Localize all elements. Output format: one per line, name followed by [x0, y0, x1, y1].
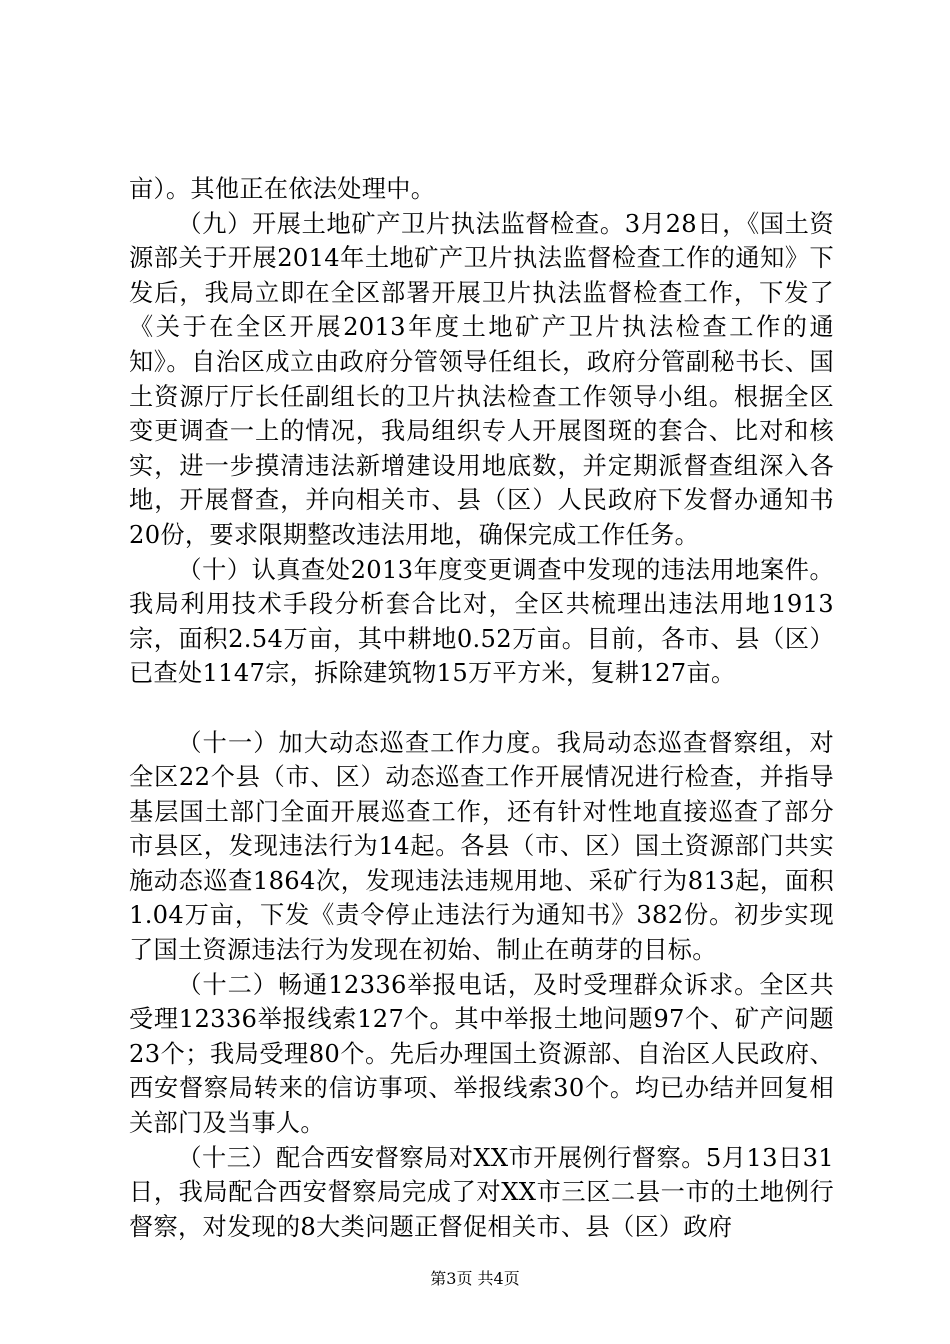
page-number-footer: 第3页 共4页: [430, 1269, 520, 1288]
paragraph-gap: [129, 691, 834, 726]
paragraph-section-10: （十）认真查处2013年度变更调查中发现的违法用地案件。我局利用技术手段分析套合比对，全区共梳理出违法用地1913宗，面积2.54万亩，其中耕地0.52万亩。目前，各市、县（区）已查处1147宗，拆除建筑物15万平方米，复耕127亩。: [129, 555, 834, 688]
paragraph-section-12: （十二）畅通12336举报电话，及时受理群众诉求。全区共受理12336举报线索127个。其中举报土地问题97个、矿产问题23个；我局受理80个。先后办理国土资源部、自治区人民政府、西安督察局转来的信访事项、举报线索30个。均已办结并回复相关部门及当事人。: [129, 970, 834, 1138]
paragraph-section-9: （九）开展土地矿产卫片执法监督检查。3月28日，《国土资源部关于开展2014年土地矿产卫片执法监督检查工作的通知》下发后，我局立即在全区部署开展卫片执法监督检查工作，下发了《关于在全区开展2013年度土地矿产卫片执法检查工作的通知》。自治区成立由政府分管领导任组长，政府分管副秘书长、国土资源厅厅长任副组长的卫片执法检查工作领导小组。根据全区变更调查一上的情况，我局组织专人开展图斑的套合、比对和核实，进一步摸清违法新增建设用地底数，并定期派督查组深入各地，开展督查，并向相关市、县（区）人民政府下发督办通知书20份，要求限期整改违法用地，确保完成工作任务。: [129, 209, 834, 549]
paragraph-continuation: 亩）。其他正在依法处理中。: [129, 175, 436, 203]
document-body: [129, 172, 834, 1244]
paragraph-section-13: （十三）配合西安督察局对XX市开展例行督察。5月13日31日，我局配合西安督察局完成了对XX市三区二县一市的土地例行督察，对发现的8大类问题正督促相关市、县（区）政府: [129, 1143, 834, 1241]
paragraph-section-11: （十一）加大动态巡查工作力度。我局动态巡查督察组，对全区22个县（市、区）动态巡查工作开展情况进行检查，并指导基层国土部门全面开展巡查工作，还有针对性地直接巡查了部分市县区，发现违法行为14起。各县（市、区）国土资源部门共实施动态巡查1864次，发现违法违规用地、采矿行为813起，面积1.04万亩，下发《责令停止违法行为通知书》382份。初步实现了国土资源违法行为发现在初始、制止在萌芽的目标。: [129, 728, 834, 965]
